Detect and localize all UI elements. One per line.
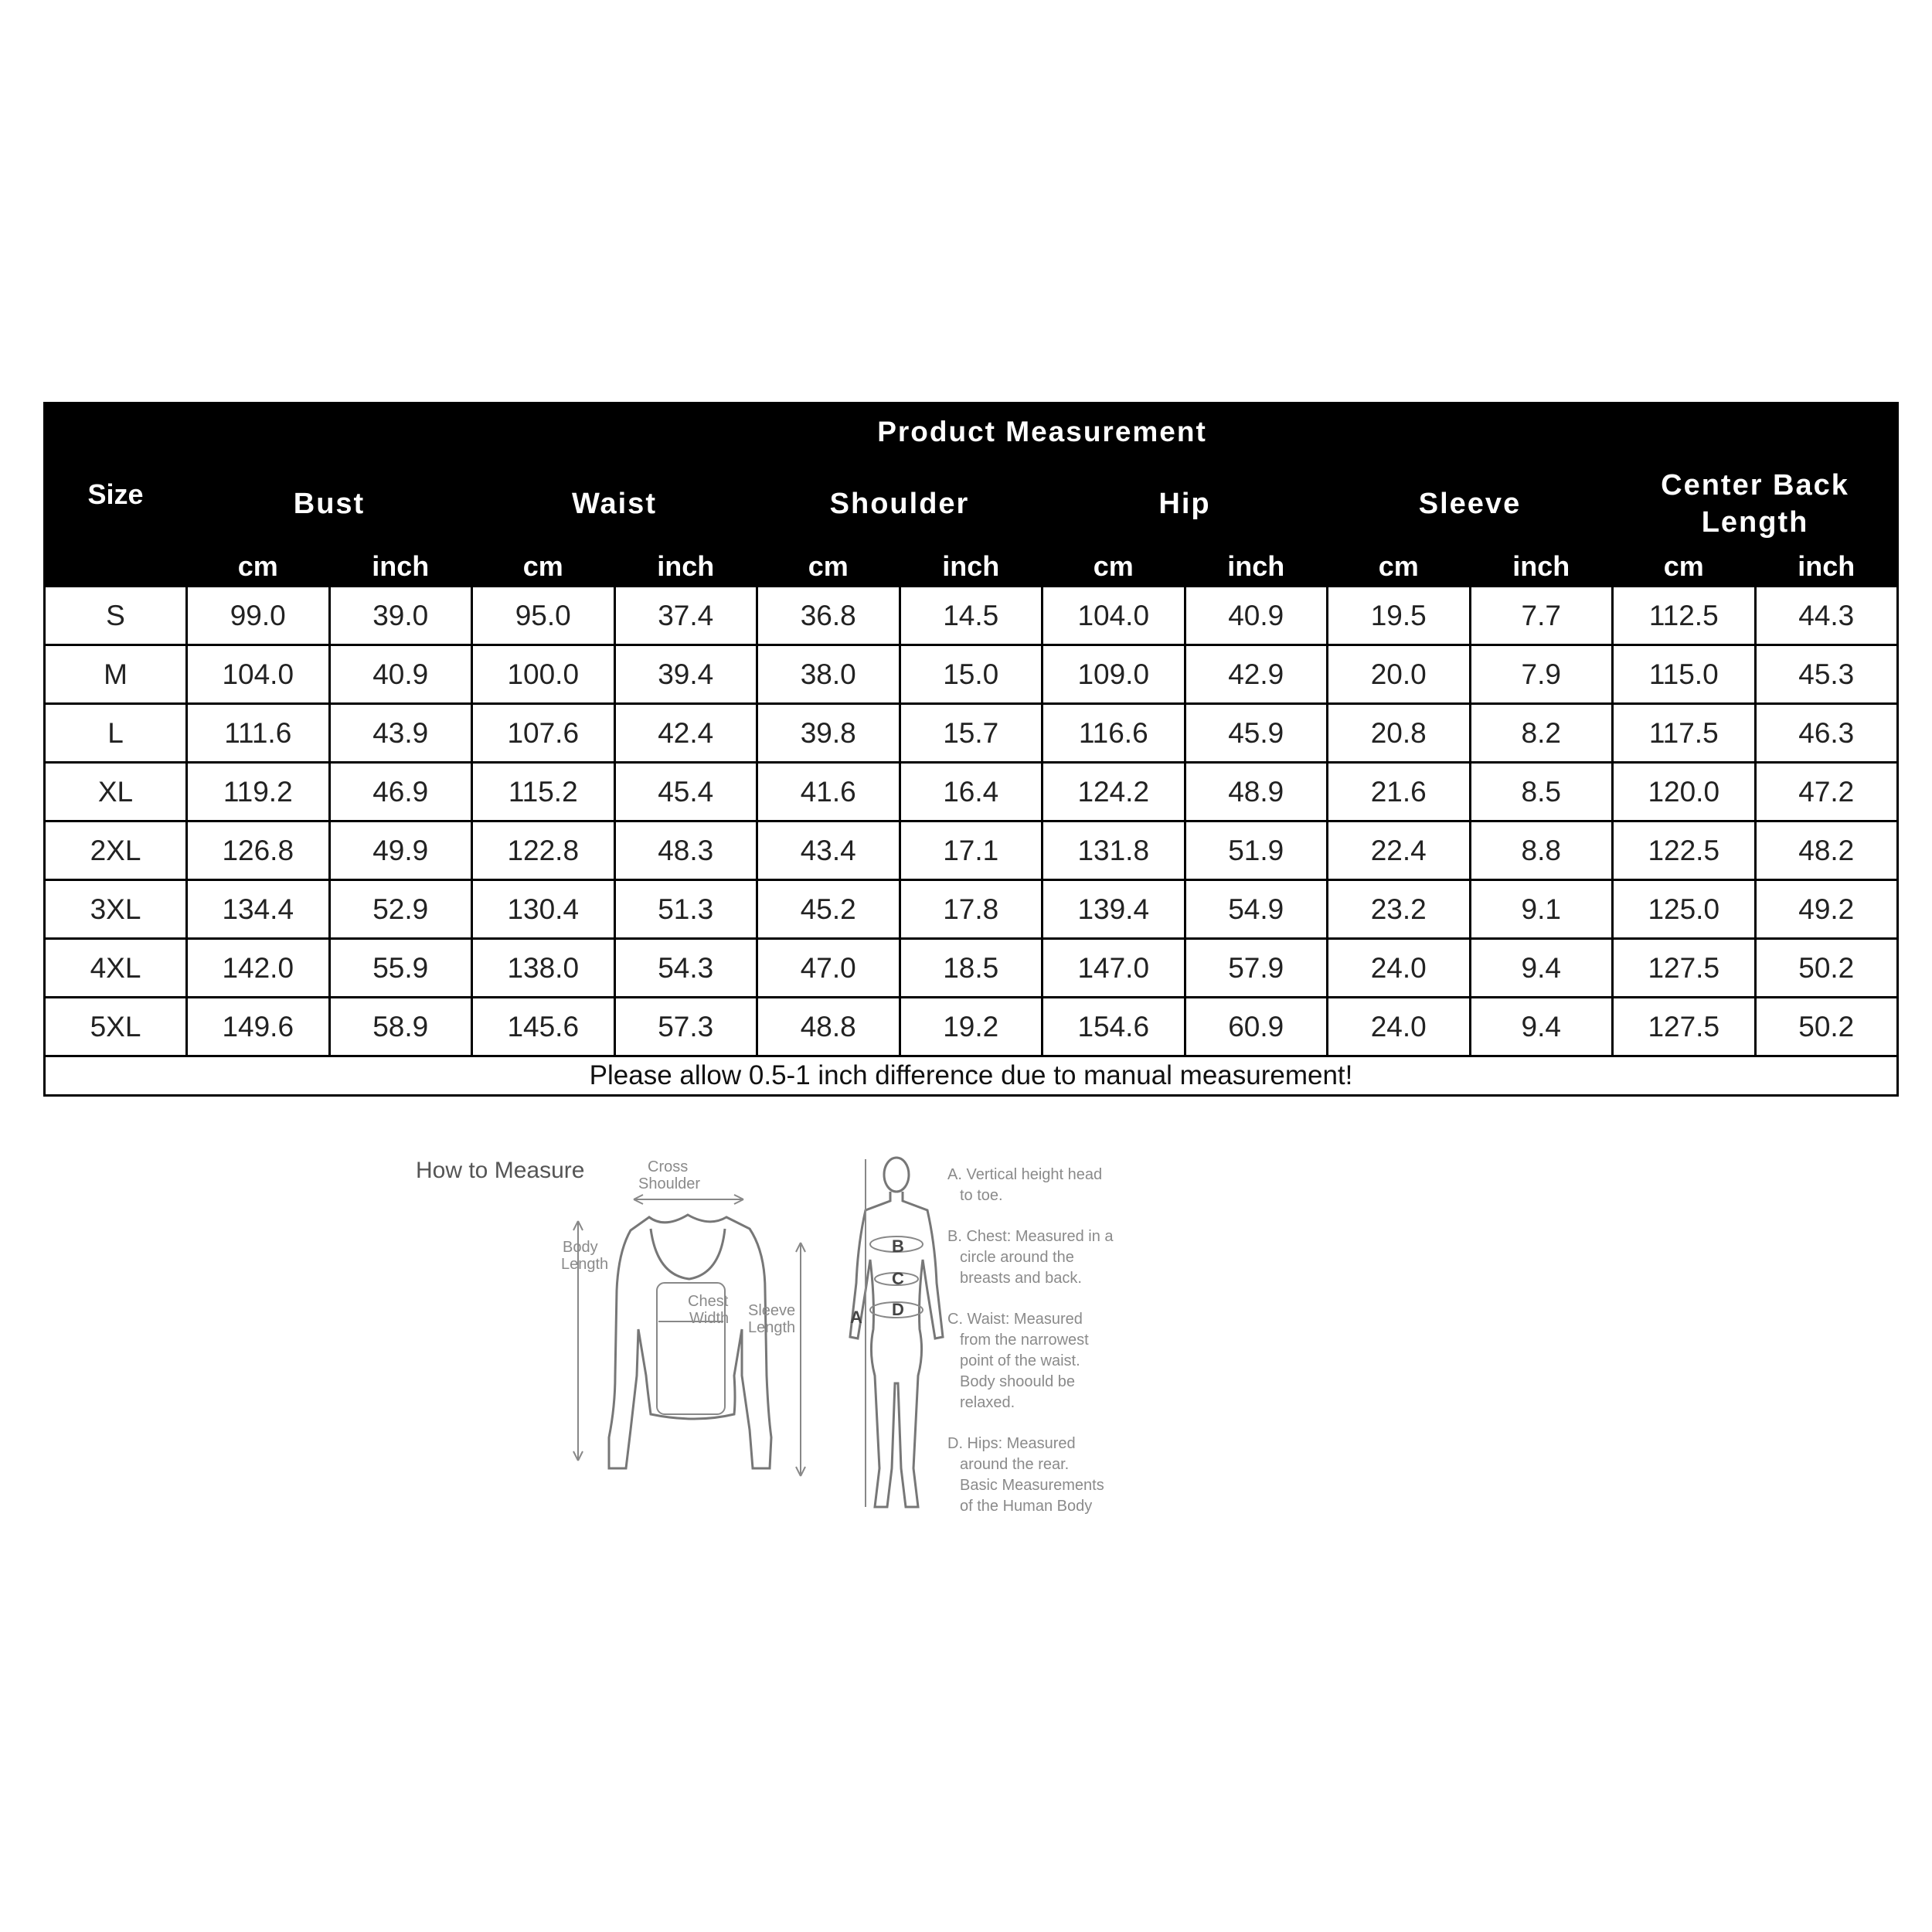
value-cell: 39.8 [757, 704, 900, 763]
value-cell: 9.4 [1470, 939, 1613, 998]
cross-shoulder-label-1: Cross [648, 1158, 689, 1175]
measurement-group-row [45, 461, 1898, 547]
measure-note-line: Body shoould be [960, 1373, 1076, 1390]
table-row [45, 821, 1898, 880]
measure-note-line: A. Vertical height head [947, 1166, 1103, 1183]
size-header: Size [45, 403, 187, 587]
size-cell: 2XL [45, 821, 187, 880]
value-cell: 43.9 [329, 704, 472, 763]
measure-note-line: around the rear. [960, 1456, 1070, 1473]
value-cell: 42.9 [1185, 645, 1328, 704]
value-cell: 154.6 [1043, 998, 1185, 1056]
body-letter-a: A [850, 1308, 862, 1327]
group-header: Center Back Length [1613, 461, 1898, 547]
value-cell: 58.9 [329, 998, 472, 1056]
value-cell: 116.6 [1043, 704, 1185, 763]
chest-width-label-2: Width [689, 1310, 730, 1327]
value-cell: 48.3 [614, 821, 757, 880]
value-cell: 57.9 [1185, 939, 1328, 998]
unit-cm-header: cm [1328, 547, 1471, 587]
value-cell: 48.8 [757, 998, 900, 1056]
unit-cm-header: cm [1613, 547, 1756, 587]
size-cell: XL [45, 763, 187, 821]
size-cell: L [45, 704, 187, 763]
value-cell: 50.2 [1755, 939, 1898, 998]
measure-notes [947, 1166, 1114, 1515]
value-cell: 40.9 [329, 645, 472, 704]
value-cell: 44.3 [1755, 587, 1898, 645]
value-cell: 145.6 [472, 998, 615, 1056]
value-cell: 14.5 [900, 587, 1043, 645]
value-cell: 15.7 [900, 704, 1043, 763]
table-row [45, 587, 1898, 645]
value-cell: 104.0 [1043, 587, 1185, 645]
value-cell: 46.3 [1755, 704, 1898, 763]
value-cell: 7.9 [1470, 645, 1613, 704]
value-cell: 24.0 [1328, 939, 1471, 998]
value-cell: 45.4 [614, 763, 757, 821]
group-header: Waist [472, 461, 757, 547]
value-cell: 54.3 [614, 939, 757, 998]
sleeve-length-label-1: Sleeve [748, 1302, 796, 1319]
value-cell: 45.3 [1755, 645, 1898, 704]
value-cell: 95.0 [472, 587, 615, 645]
value-cell: 119.2 [187, 763, 330, 821]
value-cell: 41.6 [757, 763, 900, 821]
value-cell: 55.9 [329, 939, 472, 998]
value-cell: 52.9 [329, 880, 472, 939]
measure-note-line: breasts and back. [960, 1270, 1082, 1287]
measurement-note: Please allow 0.5-1 inch difference due to manual measurement! [45, 1056, 1898, 1096]
value-cell: 49.9 [329, 821, 472, 880]
body-letter-c: C [892, 1269, 904, 1288]
value-cell: 51.9 [1185, 821, 1328, 880]
measure-note-line: circle around the [960, 1249, 1074, 1266]
table-row [45, 939, 1898, 998]
unit-cm-header: cm [757, 547, 900, 587]
value-cell: 124.2 [1043, 763, 1185, 821]
body-letter-b: B [892, 1236, 904, 1256]
unit-inch-header: inch [329, 547, 472, 587]
value-cell: 19.2 [900, 998, 1043, 1056]
unit-inch-header: inch [1470, 547, 1613, 587]
value-cell: 42.4 [614, 704, 757, 763]
table-body [45, 587, 1898, 1056]
value-cell: 45.2 [757, 880, 900, 939]
value-cell: 111.6 [187, 704, 330, 763]
value-cell: 109.0 [1043, 645, 1185, 704]
table-row [45, 704, 1898, 763]
table-title: Product Measurement [187, 403, 1898, 461]
size-cell: S [45, 587, 187, 645]
measure-note-line: D. Hips: Measured [947, 1435, 1076, 1452]
value-cell: 43.4 [757, 821, 900, 880]
value-cell: 9.4 [1470, 998, 1613, 1056]
unit-inch-header: inch [614, 547, 757, 587]
value-cell: 147.0 [1043, 939, 1185, 998]
table-row [45, 645, 1898, 704]
value-cell: 139.4 [1043, 880, 1185, 939]
value-cell: 142.0 [187, 939, 330, 998]
value-cell: 40.9 [1185, 587, 1328, 645]
value-cell: 60.9 [1185, 998, 1328, 1056]
value-cell: 17.8 [900, 880, 1043, 939]
measure-note-line: of the Human Body [960, 1498, 1093, 1515]
size-chart-table [43, 402, 1899, 1097]
measure-note-line: Basic Measurements [960, 1477, 1104, 1494]
value-cell: 126.8 [187, 821, 330, 880]
value-cell: 19.5 [1328, 587, 1471, 645]
value-cell: 8.5 [1470, 763, 1613, 821]
measure-note-line: from the narrowest [960, 1332, 1089, 1349]
measure-note-line: to toe. [960, 1187, 1003, 1204]
measure-note-line: B. Chest: Measured in a [947, 1228, 1114, 1245]
body-length-label-2: Length [561, 1256, 609, 1273]
cross-shoulder-label-2: Shoulder [638, 1175, 701, 1192]
value-cell: 104.0 [187, 645, 330, 704]
value-cell: 49.2 [1755, 880, 1898, 939]
value-cell: 134.4 [187, 880, 330, 939]
value-cell: 127.5 [1613, 939, 1756, 998]
value-cell: 48.2 [1755, 821, 1898, 880]
value-cell: 15.0 [900, 645, 1043, 704]
value-cell: 51.3 [614, 880, 757, 939]
value-cell: 16.4 [900, 763, 1043, 821]
value-cell: 7.7 [1470, 587, 1613, 645]
value-cell: 21.6 [1328, 763, 1471, 821]
table-row [45, 998, 1898, 1056]
measure-note-line: relaxed. [960, 1394, 1015, 1411]
unit-inch-header: inch [1755, 547, 1898, 587]
value-cell: 131.8 [1043, 821, 1185, 880]
value-cell: 8.2 [1470, 704, 1613, 763]
chest-width-label-1: Chest [688, 1293, 729, 1310]
unit-inch-header: inch [900, 547, 1043, 587]
value-cell: 47.2 [1755, 763, 1898, 821]
size-cell: 3XL [45, 880, 187, 939]
value-cell: 23.2 [1328, 880, 1471, 939]
value-cell: 149.6 [187, 998, 330, 1056]
value-cell: 22.4 [1328, 821, 1471, 880]
table-row [45, 880, 1898, 939]
unit-inch-header: inch [1185, 547, 1328, 587]
value-cell: 48.9 [1185, 763, 1328, 821]
value-cell: 36.8 [757, 587, 900, 645]
group-header: Bust [187, 461, 472, 547]
table-row [45, 763, 1898, 821]
value-cell: 45.9 [1185, 704, 1328, 763]
measure-note-line: point of the waist. [960, 1352, 1080, 1369]
unit-cm-header: cm [1043, 547, 1185, 587]
value-cell: 57.3 [614, 998, 757, 1056]
group-header: Hip [1043, 461, 1328, 547]
human-body-sketch [850, 1158, 943, 1507]
value-cell: 122.8 [472, 821, 615, 880]
value-cell: 112.5 [1613, 587, 1756, 645]
value-cell: 50.2 [1755, 998, 1898, 1056]
value-cell: 120.0 [1613, 763, 1756, 821]
value-cell: 8.8 [1470, 821, 1613, 880]
unit-cm-header: cm [472, 547, 615, 587]
group-header: Shoulder [757, 461, 1043, 547]
size-cell: M [45, 645, 187, 704]
value-cell: 115.0 [1613, 645, 1756, 704]
value-cell: 130.4 [472, 880, 615, 939]
value-cell: 20.8 [1328, 704, 1471, 763]
size-cell: 5XL [45, 998, 187, 1056]
value-cell: 39.0 [329, 587, 472, 645]
body-letter-d: D [892, 1300, 904, 1319]
how-to-measure-title: How to Measure [416, 1158, 585, 1183]
unit-row [45, 547, 1898, 587]
value-cell: 122.5 [1613, 821, 1756, 880]
value-cell: 100.0 [472, 645, 615, 704]
value-cell: 37.4 [614, 587, 757, 645]
group-header: Sleeve [1328, 461, 1613, 547]
value-cell: 17.1 [900, 821, 1043, 880]
value-cell: 115.2 [472, 763, 615, 821]
value-cell: 125.0 [1613, 880, 1756, 939]
value-cell: 38.0 [757, 645, 900, 704]
value-cell: 138.0 [472, 939, 615, 998]
value-cell: 20.0 [1328, 645, 1471, 704]
value-cell: 127.5 [1613, 998, 1756, 1056]
value-cell: 54.9 [1185, 880, 1328, 939]
measure-note-line: C. Waist: Measured [947, 1311, 1083, 1328]
how-to-measure-figure [402, 1144, 1144, 1546]
value-cell: 47.0 [757, 939, 900, 998]
value-cell: 39.4 [614, 645, 757, 704]
unit-cm-header: cm [187, 547, 330, 587]
body-length-label-1: Body [563, 1239, 598, 1256]
value-cell: 24.0 [1328, 998, 1471, 1056]
value-cell: 46.9 [329, 763, 472, 821]
value-cell: 18.5 [900, 939, 1043, 998]
sleeve-length-label-2: Length [748, 1319, 796, 1336]
size-cell: 4XL [45, 939, 187, 998]
value-cell: 9.1 [1470, 880, 1613, 939]
value-cell: 107.6 [472, 704, 615, 763]
value-cell: 99.0 [187, 587, 330, 645]
value-cell: 117.5 [1613, 704, 1756, 763]
